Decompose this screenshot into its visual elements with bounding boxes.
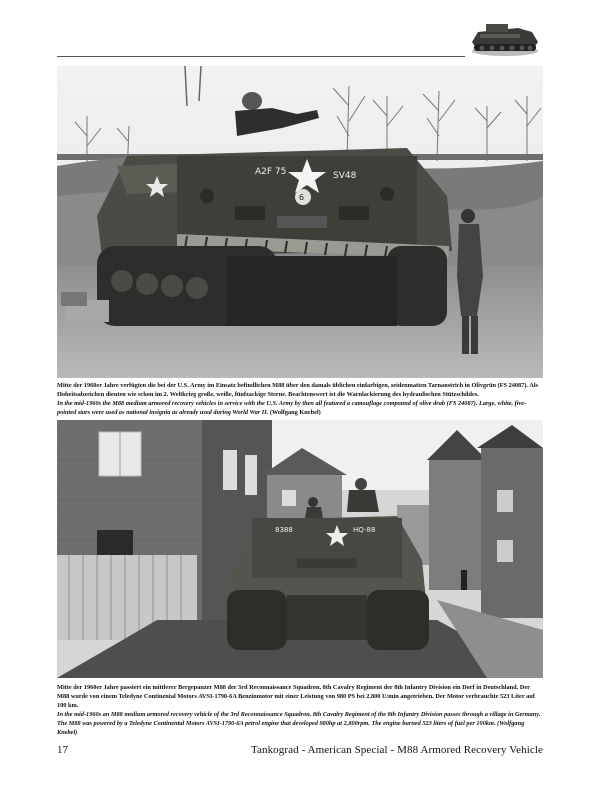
svg-text:SV48: SV48 [333, 171, 357, 181]
footer-title: Tankograd - American Special - M88 Armored Recovery Vehicle [250, 744, 543, 756]
caption-1-credit: (Wolfgang Knebel) [269, 409, 321, 417]
caption-photo-1 [57, 381, 543, 417]
svg-text:A2F 75: A2F 75 [255, 167, 287, 177]
svg-text:6: 6 [299, 193, 305, 202]
caption-photo-2 [57, 683, 543, 738]
m88-village-street-photo [57, 420, 543, 678]
m88-tank-thumbnail-icon [466, 20, 544, 60]
svg-text:HQ-88: HQ-88 [353, 526, 376, 534]
caption-2-credit: (Wolfgang Knebel) [57, 720, 525, 737]
caption-1-english: In the mid-1960s the M88 medium armored recovery vehicles in service with the U.S. Army by then all featured a camouflage compound of olive drab (FS 24087). Large, white, five-pointed stars were used as national insignia as already used during World War II. [57, 400, 527, 417]
caption-2-english: In the mid-1960s an M88 medium armored recovery vehicle of the 3rd Reconnaissance Squadron, 8th Cavalry Regiment of the 8th Infantry Division passes through a village in Germany. The M88 was powered by a Teledyne Continental Motors AVSI-1790-6A petrol engine that developed 980hp at 2,800rpm. The engine burned 523 liters of fuel per 100km. [57, 711, 541, 728]
m88-rear-view-photo [57, 66, 543, 378]
header-rule [57, 56, 465, 57]
svg-text:8388: 8388 [275, 526, 293, 534]
caption-2-german: Mitte der 1960er Jahre passiert ein mittlerer Bergepanzer M88 der 3rd Reconnaissance Squadron, 8th Cavalry Regiment der 8th Infantry Division ein Dorf in Deutschland. Der M88 wurde von einem Teledyne Continental Motors AVSI-1790-6A Benzinmotor mit einer Leistung von 980 PS bei 2.800 U/min angetrieben. Der Motor verbrauchte 523 Liter auf 100 km. [57, 684, 535, 710]
caption-1-german: Mitte der 1960er Jahre verfügten die bei der U.S. Army im Einsatz befindlichen M88 über den damals üblichen einfarbigen, seidenmatten Tarnanstrich in Olivgrün (FS 24087). Als Hoheitsabzeichen dienten wie schon im 2. Weltkrieg große, weiße, fünfzackige Sterne. Beachtenswert ist die Warnlackierung des hydraulischen Stützschildes. [57, 382, 538, 399]
page-number: 17 [57, 744, 68, 756]
